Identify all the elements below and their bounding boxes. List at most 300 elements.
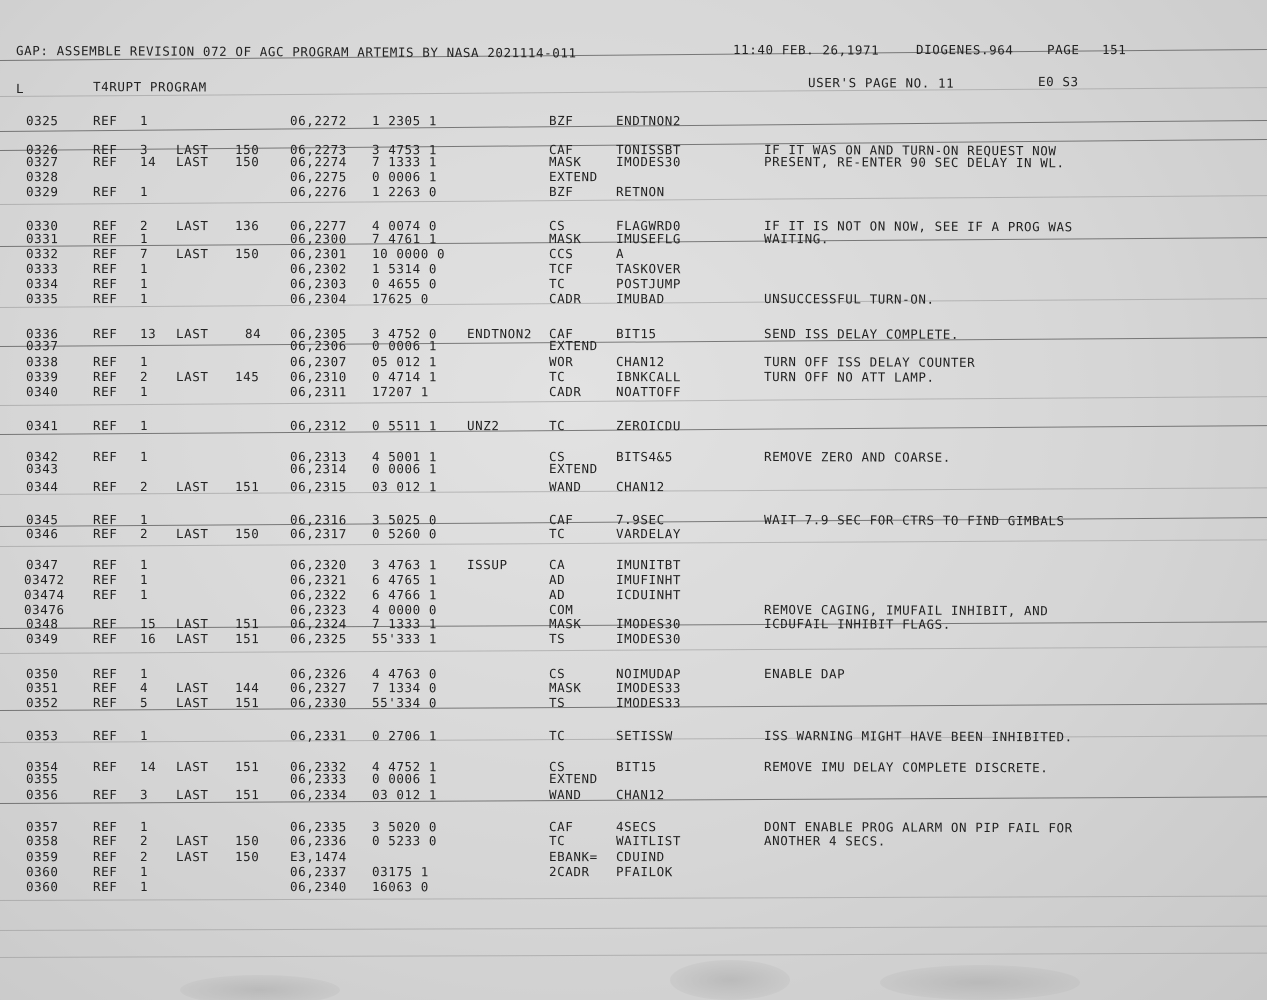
operand: PFAILOK	[615, 864, 673, 880]
octal-code: 05 012 1	[371, 354, 438, 370]
ref-marker: REF	[92, 246, 118, 262]
line-number: 0337	[25, 338, 59, 354]
last-page: 151	[234, 616, 260, 632]
ref-count: 1	[139, 291, 149, 307]
address: 06,2303	[289, 276, 347, 292]
operand: FLAGWRD0	[615, 218, 682, 234]
ref-count: 14	[139, 154, 157, 170]
address: 06,2337	[289, 864, 347, 880]
last-marker: LAST	[175, 759, 209, 775]
ruled-line	[0, 953, 1267, 958]
line-number: 0327	[25, 154, 59, 170]
opcode: CADR	[548, 384, 582, 400]
last-marker: LAST	[175, 218, 209, 234]
line-number: 0328	[25, 169, 59, 185]
octal-code: 1 2305 1	[371, 113, 438, 129]
line-number: 0336	[25, 326, 59, 342]
octal-code: 0 5233 0	[371, 833, 438, 849]
opcode: EBANK=	[548, 849, 598, 865]
operand: CDUIND	[615, 849, 665, 865]
operand: A	[615, 246, 625, 262]
address: 06,2313	[289, 449, 347, 465]
line-number: 0350	[25, 666, 59, 682]
ruled-line	[0, 896, 1267, 901]
operand: 4SECS	[615, 819, 657, 835]
ref-marker: REF	[92, 819, 118, 835]
line-number: 0342	[25, 449, 59, 465]
opcode: TS	[548, 695, 566, 711]
opcode: MASK	[548, 680, 582, 696]
ref-count: 1	[139, 666, 149, 682]
ref-count: 1	[139, 819, 149, 835]
opcode: CS	[548, 218, 566, 234]
octal-code: 7 1333 1	[371, 616, 438, 632]
octal-code: 03 012 1	[371, 479, 438, 495]
header-page-label: PAGE	[1046, 42, 1080, 58]
last-page: 150	[234, 154, 260, 170]
line-number: 0351	[25, 680, 59, 696]
operand: IMODES30	[615, 154, 682, 170]
location-label: UNZ2	[466, 418, 500, 434]
ref-count: 1	[139, 879, 149, 895]
octal-code: 6 4765 1	[371, 572, 438, 588]
ref-marker: REF	[92, 154, 118, 170]
last-marker: LAST	[175, 479, 209, 495]
operand: IMODES30	[615, 631, 682, 647]
address: E3,1474	[289, 849, 347, 865]
ref-marker: REF	[92, 261, 118, 277]
address: 06,2305	[289, 326, 347, 342]
ref-marker: REF	[92, 616, 118, 632]
opcode: CAF	[548, 819, 574, 835]
address: 06,2277	[289, 218, 347, 234]
line-number: 0353	[25, 728, 59, 744]
column-l: L	[15, 81, 25, 97]
octal-code: 0 4655 0	[371, 276, 438, 292]
octal-code: 4 4763 0	[371, 666, 438, 682]
octal-code: 7 1333 1	[371, 154, 438, 170]
address: 06,2322	[289, 587, 347, 603]
octal-code: 17207 1	[371, 384, 429, 400]
ref-count: 15	[139, 616, 157, 632]
location-label: ISSUP	[466, 557, 508, 573]
comment: WAIT 7.9 SEC FOR CTRS TO FIND GIMBALS	[763, 512, 1065, 529]
address: 06,2316	[289, 512, 347, 528]
program-name: T4RUPT PROGRAM	[92, 79, 207, 95]
address: 06,2307	[289, 354, 347, 370]
octal-code: 1 5314 0	[371, 261, 438, 277]
octal-code: 0 0006 1	[371, 169, 438, 185]
ref-count: 1	[139, 572, 149, 588]
last-marker: LAST	[175, 154, 209, 170]
opcode: EXTEND	[548, 461, 598, 477]
opcode: CAF	[548, 142, 574, 158]
operand: ZEROICDU	[615, 418, 682, 434]
operand: RETNON	[615, 184, 665, 200]
last-marker: LAST	[175, 246, 209, 262]
ref-count: 1	[139, 728, 149, 744]
opcode: WAND	[548, 479, 582, 495]
last-page: 151	[234, 631, 260, 647]
address: 06,2301	[289, 246, 347, 262]
stain	[880, 965, 1080, 1000]
opcode: MASK	[548, 154, 582, 170]
octal-code: 4 4752 1	[371, 759, 438, 775]
line-number: 0356	[25, 787, 59, 803]
operand: BITS4&5	[615, 449, 673, 465]
address: 06,2340	[289, 879, 347, 895]
octal-code: 4 5001 1	[371, 449, 438, 465]
address: 06,2336	[289, 833, 347, 849]
header-datetime: 11:40 FEB. 26,1971	[732, 42, 880, 58]
last-page: 150	[234, 142, 260, 158]
comment: WAITING.	[763, 231, 830, 247]
ref-count: 1	[139, 418, 149, 434]
ref-marker: REF	[92, 526, 118, 542]
opcode: CAF	[548, 512, 574, 528]
address: 06,2317	[289, 526, 347, 542]
opcode: TS	[548, 631, 566, 647]
line-number: 0333	[25, 261, 59, 277]
operand: CHAN12	[615, 479, 665, 495]
ref-marker: REF	[92, 231, 118, 247]
octal-code: 0 2706 1	[371, 728, 438, 744]
ref-marker: REF	[92, 113, 118, 129]
comment: DONT ENABLE PROG ALARM ON PIP FAIL FOR	[763, 819, 1073, 836]
address: 06,2314	[289, 461, 347, 477]
header-page-number: 151	[1101, 42, 1127, 58]
comment: ISS WARNING MIGHT HAVE BEEN INHIBITED.	[763, 728, 1073, 745]
octal-code: 6 4766 1	[371, 587, 438, 603]
address: 06,2321	[289, 572, 347, 588]
comment: ANOTHER 4 SECS.	[763, 833, 886, 849]
address: 06,2310	[289, 369, 347, 385]
operand: TONISSBT	[615, 142, 682, 158]
address: 06,2332	[289, 759, 347, 775]
ref-count: 16	[139, 631, 157, 647]
octal-code: 7 1334 0	[371, 680, 438, 696]
ref-marker: REF	[92, 666, 118, 682]
octal-code: 0 5511 1	[371, 418, 438, 434]
ref-count: 2	[139, 369, 149, 385]
comment: REMOVE ZERO AND COARSE.	[763, 449, 951, 465]
opcode: CAF	[548, 326, 574, 342]
ref-count: 1	[139, 276, 149, 292]
ref-count: 1	[139, 449, 149, 465]
ref-marker: REF	[92, 512, 118, 528]
octal-code: 3 5025 0	[371, 512, 438, 528]
ref-marker: REF	[92, 631, 118, 647]
last-marker: LAST	[175, 833, 209, 849]
last-page: 151	[234, 787, 260, 803]
address: 06,2334	[289, 787, 347, 803]
opcode: TC	[548, 418, 566, 434]
line-number: 0348	[25, 616, 59, 632]
operand: IMUNITBT	[615, 557, 682, 573]
comment: PRESENT, RE-ENTER 90 SEC DELAY IN WL.	[763, 154, 1065, 171]
operand: SETISSW	[615, 728, 673, 744]
ref-count: 1	[139, 512, 149, 528]
octal-code: 0 0006 1	[371, 771, 438, 787]
operand: IMUFINHT	[615, 572, 682, 588]
line-number: 0325	[25, 113, 59, 129]
eq-code: E0 S3	[1037, 74, 1079, 90]
comment: TURN OFF ISS DELAY COUNTER	[763, 354, 976, 370]
operand: IMUBAD	[615, 291, 665, 307]
operand: IMUSEFLG	[615, 231, 682, 247]
address: 06,2323	[289, 602, 347, 618]
line-number: 0341	[25, 418, 59, 434]
address: 06,2273	[289, 142, 347, 158]
last-marker: LAST	[175, 369, 209, 385]
ref-count: 1	[139, 113, 149, 129]
ref-marker: REF	[92, 557, 118, 573]
ref-count: 1	[139, 261, 149, 277]
ref-count: 3	[139, 787, 149, 803]
last-marker: LAST	[175, 787, 209, 803]
opcode: TC	[548, 526, 566, 542]
line-number: 0358	[25, 833, 59, 849]
operand: NOATTOFF	[615, 384, 682, 400]
ref-marker: REF	[92, 864, 118, 880]
ref-marker: REF	[92, 787, 118, 803]
ref-marker: REF	[92, 291, 118, 307]
ref-marker: REF	[92, 326, 118, 342]
header-title: GAP: ASSEMBLE REVISION 072 OF AGC PROGRAM ARTEMIS BY NASA 2021114-011	[15, 43, 577, 61]
last-marker: LAST	[175, 849, 209, 865]
octal-code: 03175 1	[371, 864, 429, 880]
last-marker: LAST	[175, 631, 209, 647]
comment: IF IT IS NOT ON NOW, SEE IF A PROG WAS	[763, 218, 1073, 235]
line-number: 0346	[25, 526, 59, 542]
octal-code: 16063 0	[371, 879, 429, 895]
address: 06,2333	[289, 771, 347, 787]
ref-count: 4	[139, 680, 149, 696]
opcode: EXTEND	[548, 169, 598, 185]
address: 06,2302	[289, 261, 347, 277]
opcode: TC	[548, 369, 566, 385]
line-number: 0344	[25, 479, 59, 495]
opcode: MASK	[548, 231, 582, 247]
address: 06,2274	[289, 154, 347, 170]
opcode: COM	[548, 602, 574, 618]
ref-marker: REF	[92, 384, 118, 400]
octal-code: 3 4753 1	[371, 142, 438, 158]
opcode: AD	[548, 572, 566, 588]
stain	[180, 975, 340, 1000]
ref-count: 2	[139, 849, 149, 865]
last-page: 144	[234, 680, 260, 696]
opcode: TC	[548, 833, 566, 849]
ref-count: 1	[139, 864, 149, 880]
ref-marker: REF	[92, 680, 118, 696]
opcode: WAND	[548, 787, 582, 803]
opcode: WOR	[548, 354, 574, 370]
operand: CHAN12	[615, 354, 665, 370]
last-page: 136	[234, 218, 260, 234]
ref-marker: REF	[92, 142, 118, 158]
ref-count: 5	[139, 695, 149, 711]
octal-code: 4 0074 0	[371, 218, 438, 234]
ref-marker: REF	[92, 418, 118, 434]
line-number: 0343	[25, 461, 59, 477]
last-marker: LAST	[175, 142, 209, 158]
line-number: 0340	[25, 384, 59, 400]
ref-count: 1	[139, 354, 149, 370]
ref-count: 7	[139, 246, 149, 262]
octal-code: 17625 0	[371, 291, 429, 307]
octal-code: 0 0006 1	[371, 338, 438, 354]
location-label: ENDTNON2	[466, 326, 533, 342]
ref-marker: REF	[92, 479, 118, 495]
ref-count: 2	[139, 526, 149, 542]
octal-code: 0 4714 1	[371, 369, 438, 385]
octal-code: 4 0000 0	[371, 602, 438, 618]
line-number: 0331	[25, 231, 59, 247]
opcode: EXTEND	[548, 338, 598, 354]
opcode: CS	[548, 666, 566, 682]
operand: VARDELAY	[615, 526, 682, 542]
octal-code: 0 5260 0	[371, 526, 438, 542]
ruled-line	[0, 926, 1267, 931]
line-number: 0326	[25, 142, 59, 158]
line-number: 0332	[25, 246, 59, 262]
opcode: CADR	[548, 291, 582, 307]
octal-code: 7 4761 1	[371, 231, 438, 247]
comment: REMOVE CAGING, IMUFAIL INHIBIT, AND	[763, 602, 1049, 619]
octal-code: 55'334 0	[371, 695, 438, 711]
ref-marker: REF	[92, 354, 118, 370]
line-number: 0335	[25, 291, 59, 307]
ref-count: 3	[139, 142, 149, 158]
ref-marker: REF	[92, 695, 118, 711]
ref-count: 2	[139, 833, 149, 849]
operand: IMODES33	[615, 680, 682, 696]
comment: ENABLE DAP	[763, 666, 846, 682]
line-number: 0354	[25, 759, 59, 775]
operand: IMODES33	[615, 695, 682, 711]
ref-marker: REF	[92, 449, 118, 465]
last-marker: LAST	[175, 695, 209, 711]
line-number: 0329	[25, 184, 59, 200]
ref-marker: REF	[92, 184, 118, 200]
ref-marker: REF	[92, 879, 118, 895]
line-number: 03474	[23, 587, 65, 603]
operand: 7.9SEC	[615, 512, 665, 528]
ref-count: 13	[139, 326, 157, 342]
last-page: 151	[234, 759, 260, 775]
line-number: 0330	[25, 218, 59, 234]
opcode: BZF	[548, 113, 574, 129]
comment: UNSUCCESSFUL TURN-ON.	[763, 291, 935, 307]
operand: IMODES30	[615, 616, 682, 632]
operand: TASKOVER	[615, 261, 682, 277]
line-number: 0352	[25, 695, 59, 711]
ref-marker: REF	[92, 369, 118, 385]
ref-marker: REF	[92, 849, 118, 865]
line-number: 0339	[25, 369, 59, 385]
ref-marker: REF	[92, 218, 118, 234]
line-number: 0355	[25, 771, 59, 787]
operand: NOIMUDAP	[615, 666, 682, 682]
address: 06,2315	[289, 479, 347, 495]
stain	[670, 960, 790, 1000]
address: 06,2335	[289, 819, 347, 835]
opcode: TC	[548, 728, 566, 744]
octal-code: 3 5020 0	[371, 819, 438, 835]
ref-count: 2	[139, 479, 149, 495]
operand: BIT15	[615, 326, 657, 342]
operand: ENDTNON2	[615, 113, 682, 129]
address: 06,2320	[289, 557, 347, 573]
line-number: 0359	[25, 849, 59, 865]
ref-count: 14	[139, 759, 157, 775]
address: 06,2325	[289, 631, 347, 647]
opcode: MASK	[548, 616, 582, 632]
last-page: 151	[234, 695, 260, 711]
line-number: 0334	[25, 276, 59, 292]
comment: REMOVE IMU DELAY COMPLETE DISCRETE.	[763, 759, 1049, 776]
address: 06,2331	[289, 728, 347, 744]
address: 06,2324	[289, 616, 347, 632]
line-number: 0360	[25, 879, 59, 895]
octal-code: 1 2263 0	[371, 184, 438, 200]
opcode: BZF	[548, 184, 574, 200]
comment: ICDUFAIL INHIBIT FLAGS.	[763, 616, 951, 632]
line-number: 0349	[25, 631, 59, 647]
octal-code: 10 0000 0	[371, 246, 446, 262]
last-page: 84	[244, 326, 262, 342]
comment: SEND ISS DELAY COMPLETE.	[763, 326, 960, 342]
address: 06,2327	[289, 680, 347, 696]
operand: ICDUINHT	[615, 587, 682, 603]
ruled-line	[0, 646, 1267, 654]
octal-code: 3 4763 1	[371, 557, 438, 573]
address: 06,2272	[289, 113, 347, 129]
opcode: CA	[548, 557, 566, 573]
last-page: 150	[234, 526, 260, 542]
ref-count: 2	[139, 218, 149, 234]
last-marker: LAST	[175, 680, 209, 696]
opcode: 2CADR	[548, 864, 590, 880]
operand: BIT15	[615, 759, 657, 775]
ref-count: 1	[139, 587, 149, 603]
octal-code: 55'333 1	[371, 631, 438, 647]
last-marker: LAST	[175, 526, 209, 542]
comment: TURN OFF NO ATT LAMP.	[763, 369, 935, 385]
line-number: 0338	[25, 354, 59, 370]
users-page: USER'S PAGE NO. 11	[807, 75, 955, 91]
last-page: 145	[234, 369, 260, 385]
address: 06,2312	[289, 418, 347, 434]
last-page: 150	[234, 849, 260, 865]
opcode: TC	[548, 276, 566, 292]
ref-count: 1	[139, 231, 149, 247]
ref-count: 1	[139, 557, 149, 573]
line-number: 0357	[25, 819, 59, 835]
last-page: 150	[234, 246, 260, 262]
line-number: 03476	[23, 602, 65, 618]
opcode: CCS	[548, 246, 574, 262]
header-job: DIOGENES.964	[915, 42, 1014, 58]
line-number: 0360	[25, 864, 59, 880]
ref-marker: REF	[92, 728, 118, 744]
comment: IF IT WAS ON AND TURN-ON REQUEST NOW	[763, 142, 1057, 159]
operand: POSTJUMP	[615, 276, 682, 292]
opcode: EXTEND	[548, 771, 598, 787]
address: 06,2276	[289, 184, 347, 200]
address: 06,2326	[289, 666, 347, 682]
